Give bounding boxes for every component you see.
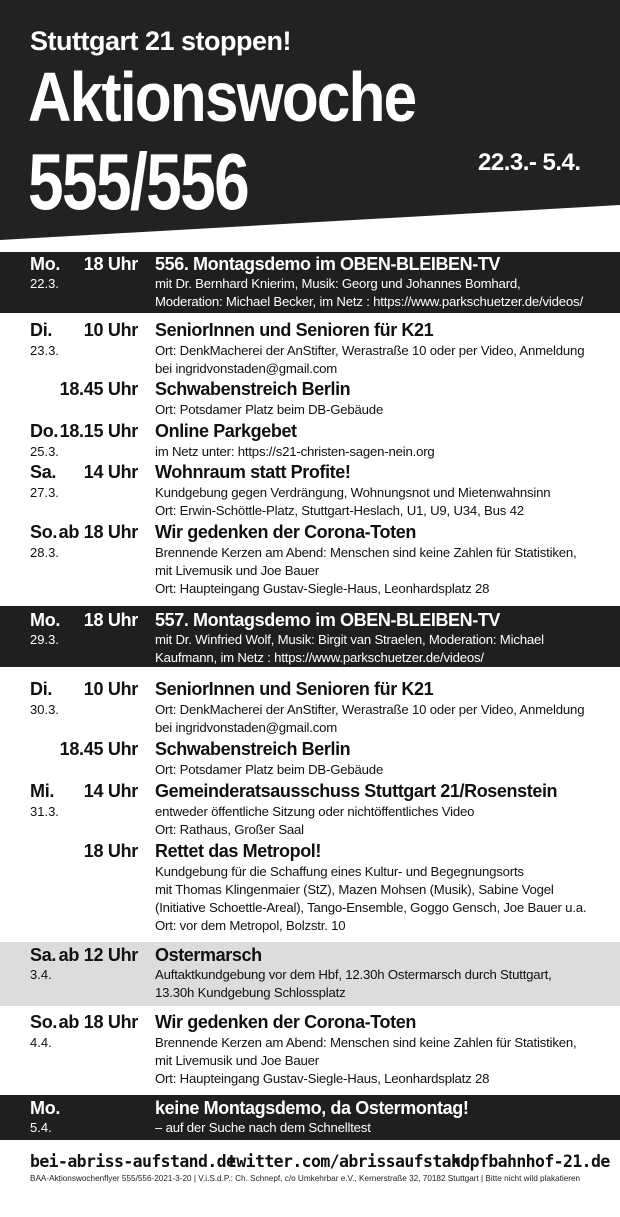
event-block <box>0 606 620 667</box>
event-desc-line: Ort: Rathaus, Großer Saal <box>155 822 304 837</box>
event-time: 14 Uhr <box>83 462 138 482</box>
event-date: 28.3. <box>30 545 59 560</box>
header-subtitle: Stuttgart 21 stoppen! <box>30 26 292 56</box>
event-title: 557. Montagsdemo im OBEN-BLEIBEN-TV <box>155 610 501 630</box>
event-desc-line: im Netz unter: https://s21-christen-sagen-nein.org <box>155 444 435 459</box>
event-time: 14 Uhr <box>83 781 138 801</box>
event-day: Di. <box>30 679 53 699</box>
event-time: 10 Uhr <box>83 679 138 699</box>
event-desc-line: (Initiative Schoettle-Areal), Tango-Ensemble, Goggo Gensch, Joe Bauer u.a. <box>155 900 587 915</box>
event-desc-line: Ort: Potsdamer Platz beim DB-Gebäude <box>155 402 384 417</box>
event-desc-line: Brennende Kerzen am Abend: Menschen sind keine Zahlen für Statistiken, <box>155 1035 577 1050</box>
event-desc-line: Auftaktkundgebung vor dem Hbf, 12.30h Ostermarsch durch Stuttgart, <box>155 967 552 982</box>
event-desc-line: Ort: Haupteingang Gustav-Siegle-Haus, Leonhardsplatz 28 <box>155 581 490 596</box>
event-desc-line: mit Livemusik und Joe Bauer <box>155 563 319 578</box>
event-day: Sa. <box>30 462 57 482</box>
event-day: Mi. <box>30 781 55 801</box>
event-desc-line: Ort: Haupteingang Gustav-Siegle-Haus, Leonhardsplatz 28 <box>155 1071 490 1086</box>
header-title: Aktionswoche <box>28 58 416 136</box>
event-desc-line: mit Dr. Winfried Wolf, Musik: Birgit van Straelen, Moderation: Michael <box>155 632 544 647</box>
header-number: 555/556 <box>28 137 249 226</box>
event-date: 22.3. <box>30 276 59 291</box>
event-desc-line: mit Thomas Klingenmaier (StZ), Mazen Mohsen (Musik), Sabine Vogel <box>155 882 554 897</box>
event-block <box>0 421 620 461</box>
event-desc-line: Ort: DenkMacherei der AnStifter, Werastraße 10 oder per Video, Anmeldung <box>155 343 585 358</box>
event-block <box>0 739 620 779</box>
event-block <box>0 522 620 600</box>
footer-imprint: BAA-Aktionswochenflyer 555/556-2021-3-20 | V.i.S.d.P.: Ch. Schnepf, c/o Umkehrbar e.V., Kernerstraße 32, 70182 Stuttgart | Bitte nicht wild plakatieren <box>30 1174 581 1183</box>
event-date: 31.3. <box>30 804 59 819</box>
event-day: Mo. <box>30 1098 61 1118</box>
event-date: 29.3. <box>30 632 59 647</box>
event-day: Mo. <box>30 610 61 630</box>
event-desc-line: bei ingridvonstaden@gmail.com <box>155 361 338 376</box>
event-date: 23.3. <box>30 343 59 358</box>
event-desc-line: entweder öffentliche Sitzung oder nichtöffentliches Video <box>155 804 475 819</box>
event-desc-line: Kaufmann, im Netz : https://www.parkschuetzer.de/videos/ <box>155 650 484 665</box>
event-title: Wir gedenken der Corona-Toten <box>155 1012 416 1032</box>
event-desc-line: Kundgebung für die Schaffung eines Kultur- und Begegnungsorts <box>155 864 524 879</box>
event-desc-line: Moderation: Michael Becker, im Netz : https://www.parkschuetzer.de/videos/ <box>155 294 583 309</box>
event-title: Wohnraum statt Profite! <box>155 462 351 482</box>
event-block <box>0 462 620 520</box>
event-title: Wir gedenken der Corona-Toten <box>155 522 416 542</box>
event-date: 30.3. <box>30 702 59 717</box>
event-title: Schwabenstreich Berlin <box>155 739 351 759</box>
event-time: ab 18 Uhr <box>58 1012 138 1032</box>
header-dates: 22.3.- 5.4. <box>478 149 581 176</box>
event-time: 10 Uhr <box>83 320 138 340</box>
event-day: So. <box>30 522 58 542</box>
event-day: Mo. <box>30 254 61 274</box>
event-time: 18.15 Uhr <box>59 421 138 441</box>
event-day: So. <box>30 1012 58 1032</box>
event-title: SeniorInnen und Senioren für K21 <box>155 679 434 699</box>
event-block <box>0 252 620 313</box>
event-desc-line: – auf der Suche nach dem Schnelltest <box>155 1120 371 1135</box>
event-desc-line: Ort: vor dem Metropol, Bolzstr. 10 <box>155 918 346 933</box>
footer-link-kopfbahnhof[interactable]: kopfbahnhof-21.de <box>451 1152 610 1171</box>
footer-links <box>30 1152 610 1176</box>
event-block <box>0 781 620 839</box>
event-date: 27.3. <box>30 485 59 500</box>
event-block <box>0 679 620 737</box>
event-desc-line: mit Dr. Bernhard Knierim, Musik: Georg und Johannes Bomhard, <box>155 276 521 291</box>
event-day: Do. <box>30 421 59 441</box>
event-block <box>0 942 620 1006</box>
event-date: 5.4. <box>30 1120 52 1135</box>
event-date: 3.4. <box>30 967 52 982</box>
event-title: 556. Montagsdemo im OBEN-BLEIBEN-TV <box>155 254 501 274</box>
event-title: Rettet das Metropol! <box>155 841 322 861</box>
event-day: Sa. <box>30 945 57 965</box>
event-time: 18.45 Uhr <box>59 739 138 759</box>
event-block <box>0 320 620 378</box>
event-desc-line: Kundgebung gegen Verdrängung, Wohnungsnot und Mietenwahnsinn <box>155 485 551 500</box>
event-time: ab 18 Uhr <box>58 522 138 542</box>
event-time: 18 Uhr <box>83 254 138 274</box>
event-day: Di. <box>30 320 53 340</box>
event-title: keine Montagsdemo, da Ostermontag! <box>155 1098 469 1118</box>
event-desc-line: Brennende Kerzen am Abend: Menschen sind keine Zahlen für Statistiken, <box>155 545 577 560</box>
event-desc-line: mit Livemusik und Joe Bauer <box>155 1053 319 1068</box>
event-desc-line: Ort: Erwin-Schöttle-Platz, Stuttgart-Heslach, U1, U9, U34, Bus 42 <box>155 503 524 518</box>
footer-link-website[interactable]: bei-abriss-aufstand.de <box>30 1152 236 1171</box>
event-desc-line: Ort: Potsdamer Platz beim DB-Gebäude <box>155 762 384 777</box>
event-title: Schwabenstreich Berlin <box>155 379 351 399</box>
event-date: 4.4. <box>30 1035 52 1050</box>
event-title: SeniorInnen und Senioren für K21 <box>155 320 434 340</box>
event-block <box>0 841 620 937</box>
event-time: 18.45 Uhr <box>59 379 138 399</box>
event-time: ab 12 Uhr <box>58 945 138 965</box>
event-desc-line: Ort: DenkMacherei der AnStifter, Werastraße 10 oder per Video, Anmeldung <box>155 702 585 717</box>
event-title: Ostermarsch <box>155 945 262 965</box>
event-time: 18 Uhr <box>83 841 138 861</box>
event-time: 18 Uhr <box>83 610 138 630</box>
event-desc-line: bei ingridvonstaden@gmail.com <box>155 720 338 735</box>
event-date: 25.3. <box>30 444 59 459</box>
footer-link-twitter[interactable]: twitter.com/abrissaufstand <box>227 1152 470 1171</box>
event-title: Online Parkgebet <box>155 421 297 441</box>
event-desc-line: 13.30h Kundgebung Schlossplatz <box>155 985 346 1000</box>
event-block <box>0 1095 620 1140</box>
event-title: Gemeinderatsausschuss Stuttgart 21/Rosenstein <box>155 781 558 801</box>
event-block <box>0 1012 620 1090</box>
event-block <box>0 379 620 419</box>
